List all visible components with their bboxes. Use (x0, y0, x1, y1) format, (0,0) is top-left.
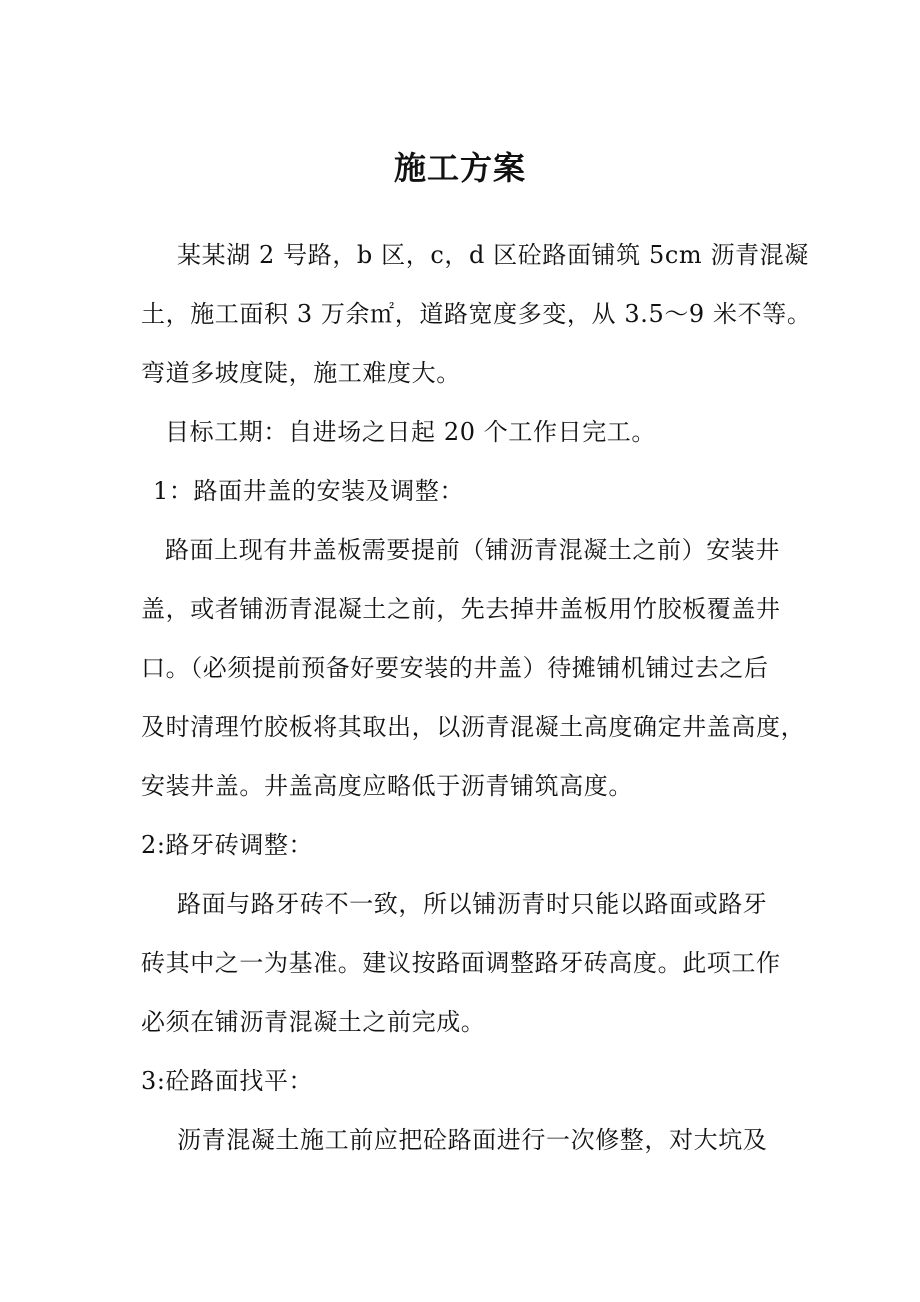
paragraph-line: 口。（必须提前预备好要安装的井盖）待摊铺机铺过去之后 (141, 654, 769, 682)
paragraph-line: 路面上现有井盖板需要提前（铺沥青混凝土之前）安装井 (165, 536, 780, 564)
paragraph-line: 必须在铺沥青混凝土之前完成。 (141, 1008, 486, 1036)
document-body (141, 226, 812, 1170)
paragraph-line: 盖，或者铺沥青混凝土之前，先去掉井盖板用竹胶板覆盖井 (141, 595, 781, 623)
paragraph-line: 及时清理竹胶板将其取出，以沥青混凝土高度确定井盖高度， (141, 713, 806, 741)
section-heading: 1：路面井盖的安装及调整： (153, 477, 465, 505)
paragraph-line: 安装井盖。井盖高度应略低于沥青铺筑高度。 (141, 772, 633, 800)
paragraph-line: 弯道多坡度陡，施工难度大。 (141, 359, 461, 387)
paragraph-line: 路面与路牙砖不一致，所以铺沥青时只能以路面或路牙 (177, 890, 768, 918)
paragraph-line: 目标工期：自进场之日起 20 个工作日完工。 (165, 418, 656, 446)
paragraph-line: 某某湖 2 号路，b 区，c，d 区砼路面铺筑 5cm 沥青混凝 (177, 241, 809, 269)
section-heading: 3:砼路面找平： (141, 1067, 314, 1095)
paragraph-line: 沥青混凝土施工前应把砼路面进行一次修整，对大坑及 (177, 1126, 768, 1154)
document-title: 施工方案 (393, 149, 526, 187)
section-heading: 2:路牙砖调整： (141, 831, 314, 859)
paragraph-line: 砖其中之一为基准。建议按路面调整路牙砖高度。此项工作 (141, 949, 781, 977)
paragraph-line: 土，施工面积 3 万余㎡，道路宽度多变，从 3.5～9 米不等。 (141, 300, 812, 328)
